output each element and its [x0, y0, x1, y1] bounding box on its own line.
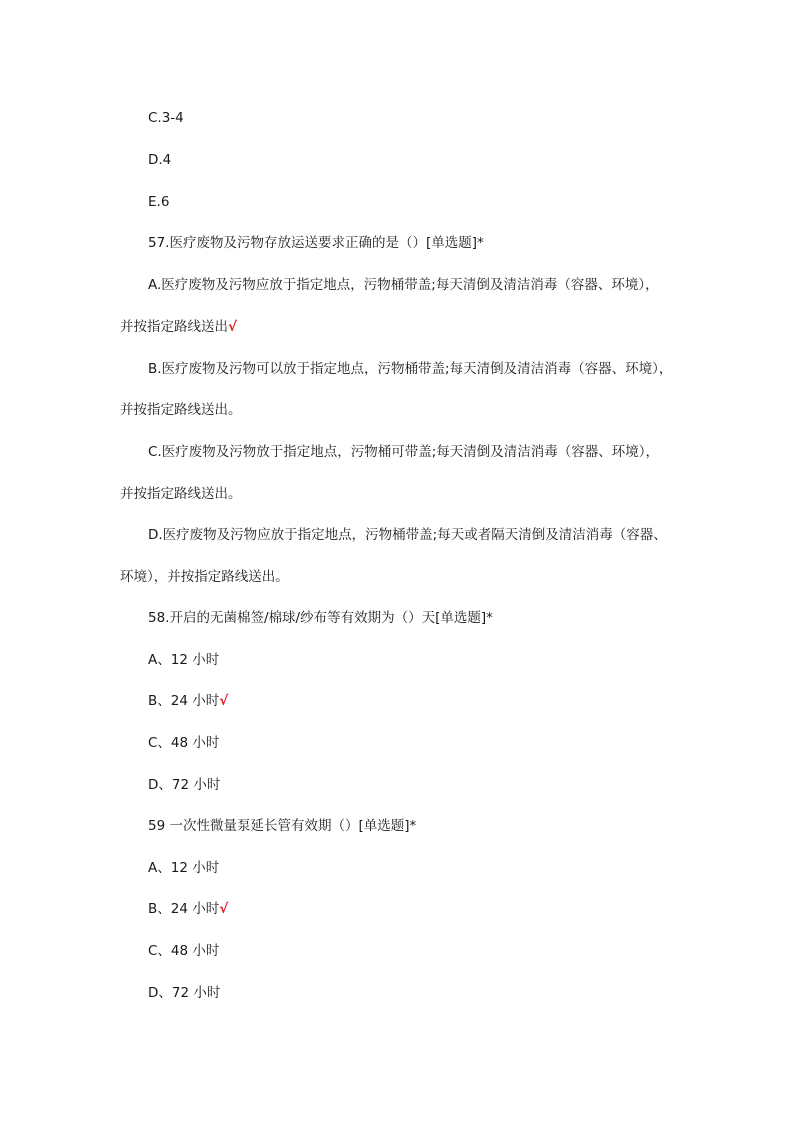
- q58-option-c: C、48 小时: [148, 735, 220, 751]
- q59-option-b: [148, 900, 228, 918]
- q59-option-c: C、48 小时: [148, 943, 220, 959]
- correct-check-mark: √: [219, 901, 229, 917]
- q59-option-a: A、12 小时: [148, 860, 220, 876]
- q57-option-a: A.医疗废物及污物应放于指定地点，污物桶带盖;每天清倒及清洁消毒（容器、环境），: [148, 277, 659, 293]
- q58-option-b: [148, 692, 228, 710]
- option-d-text: D.4: [148, 152, 172, 168]
- question-57: 57.医疗废物及污物存放运送要求正确的是（）[单选题]*: [148, 235, 484, 251]
- q57-option-b: B.医疗废物及污物可以放于指定地点，污物桶带盖;每天清倒及清洁消毒（容器、环境），: [148, 361, 673, 377]
- q57-option-d: D.医疗废物及污物应放于指定地点，污物桶带盖;每天或者隔天清倒及清洁消毒（容器、: [148, 527, 667, 543]
- q57-option-a-continued: [120, 318, 237, 336]
- q57-option-d-continued: 环境），并按指定路线送出。: [120, 569, 289, 585]
- option-text: 并按指定路线送出: [120, 319, 228, 335]
- q58-option-d: D、72 小时: [148, 777, 221, 793]
- q59-option-d: D、72 小时: [148, 985, 221, 1001]
- q57-option-c-continued: 并按指定路线送出。: [120, 486, 242, 502]
- question-59: 59 一次性微量泵延长管有效期（）[单选题]*: [148, 818, 417, 834]
- q58-option-a: A、12 小时: [148, 652, 220, 668]
- q57-option-b-continued: 并按指定路线送出。: [120, 402, 242, 418]
- q57-option-c: C.医疗废物及污物放于指定地点，污物桶可带盖;每天清倒及清洁消毒（容器、环境），: [148, 444, 660, 460]
- option-text: B、24 小时: [148, 693, 220, 709]
- option-c-text: C.3-4: [148, 110, 184, 126]
- correct-check-mark: √: [228, 319, 238, 335]
- correct-check-mark: √: [219, 693, 229, 709]
- option-text: B、24 小时: [148, 901, 220, 917]
- option-e-text: E.6: [148, 194, 170, 210]
- question-58: 58.开启的无菌棉签/棉球/纱布等有效期为（）天[单选题]*: [148, 610, 493, 626]
